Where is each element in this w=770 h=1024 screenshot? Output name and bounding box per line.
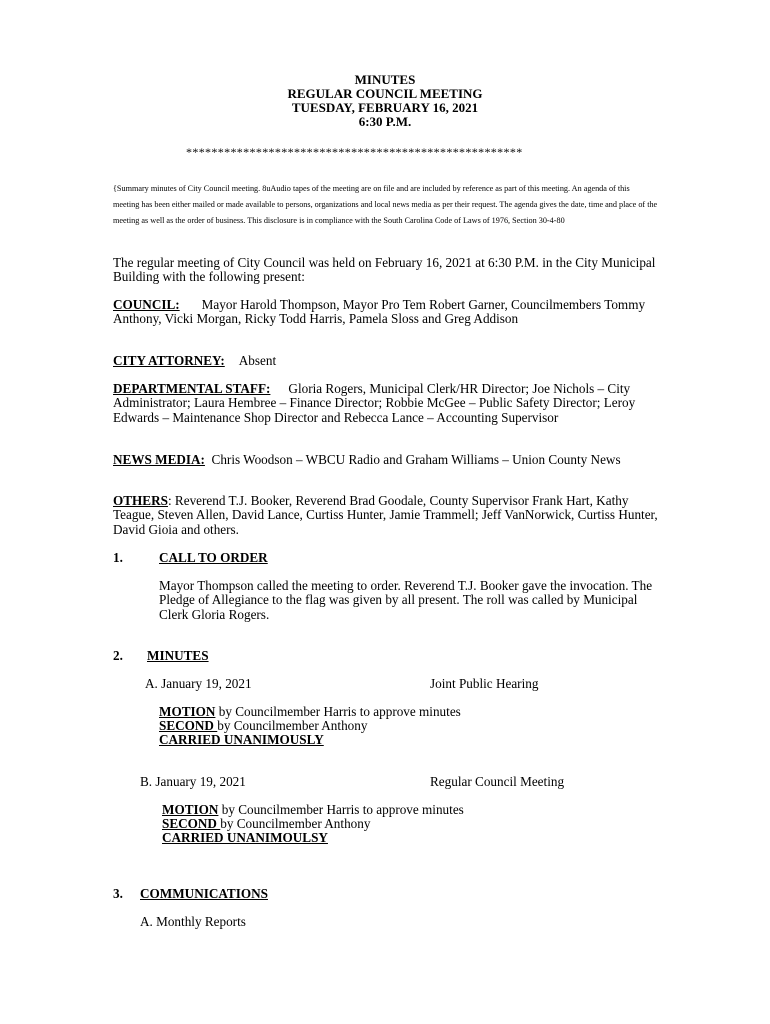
separator-line: ***************************************************** (186, 145, 523, 159)
media-text: Chris Woodson – WBCU Radio and Graham Williams – Union County News (211, 452, 621, 467)
others-label: OTHERS (113, 493, 168, 508)
staff-paragraph (113, 382, 663, 425)
minutes-item-a-motion-block (159, 705, 461, 747)
staff-text: Gloria Rogers, Municipal Clerk/HR Director; Joe Nichols – City Administrator; Laura Hembree – Finance Director; Robbie McGee – Public Safety Director; Leroy Edwards – Maintenance Shop Director and Rebecca Lance – Accounting Supervisor (113, 381, 636, 425)
second-line (162, 817, 464, 831)
second-label: SECOND (162, 816, 221, 831)
media-paragraph (113, 453, 663, 467)
minutes-item-b-date: B. January 19, 2021 (140, 774, 246, 789)
minutes-item-b-motion-block (162, 803, 464, 845)
summary-note: {Summary minutes of City Council meeting. 8uAudio tapes of the meeting are on file and are included by reference as part of this meeting. An agenda of this meeting has been either mailed or made available to persons, organizations and local news media as per their request. The agenda gives the date, time and place of the meeting as well as the order of business. This disclosure is in compliance with the South Carolina Code of Laws of 1976, Section 30-4-80 (113, 184, 658, 225)
council-label: COUNCIL: (113, 297, 180, 312)
section1-body: Mayor Thompson called the meeting to order. Reverend T.J. Booker gave the invocation. The Pledge of Allegiance to the flag was given by all present. The roll was called by Municipal Clerk Gloria Rogers. (159, 578, 653, 622)
header-time: 6:30 P.M. (358, 114, 412, 129)
motion-label: MOTION (159, 704, 216, 719)
attorney-label: CITY ATTORNEY: (113, 353, 225, 368)
motion-text: by Councilmember Harris to approve minutes (218, 802, 464, 817)
second-text: by Councilmember Anthony (217, 718, 368, 733)
minutes-item-a-type: Joint Public Hearing (430, 676, 539, 691)
media-label: NEWS MEDIA: (113, 452, 205, 467)
minutes-item-a-date: A. January 19, 2021 (145, 676, 252, 691)
section2-number: 2. (113, 648, 123, 663)
second-label: SECOND (159, 718, 218, 733)
section1-title: CALL TO ORDER (159, 550, 268, 565)
motion-text: by Councilmember Harris to approve minutes (215, 704, 461, 719)
motion-line (159, 705, 461, 719)
section1-number: 1. (113, 550, 123, 565)
motion-label: MOTION (162, 802, 219, 817)
header-title: MINUTES (354, 72, 416, 87)
others-paragraph (113, 494, 663, 537)
minutes-item-b-type: Regular Council Meeting (430, 774, 565, 789)
header-meeting-type: REGULAR COUNCIL MEETING (287, 86, 483, 101)
attorney-paragraph (113, 354, 663, 368)
carried-label: CARRIED UNANIMOULSY (162, 830, 328, 845)
council-text: Mayor Harold Thompson, Mayor Pro Tem Robert Garner, Councilmembers Tommy Anthony, Vicki Morgan, Ricky Todd Harris, Pamela Sloss and Greg Addison (113, 297, 646, 327)
intro-paragraph: The regular meeting of City Council was held on February 16, 2021 at 6:30 P.M. in the City Municipal Building with the following present: (113, 255, 656, 285)
section2-title: MINUTES (147, 648, 209, 663)
staff-label: DEPARTMENTAL STAFF: (113, 381, 271, 396)
header-date: TUESDAY, FEBRUARY 16, 2021 (291, 100, 479, 115)
second-text: by Councilmember Anthony (220, 816, 371, 831)
others-text: : Reverend T.J. Booker, Reverend Brad Goodale, County Supervisor Frank Hart, Kathy Teague, Steven Allen, David Lance, Curtiss Hunter, Jamie Trammell; Jeff VanNorwick, Curtiss Hunter, David Gioia and others. (113, 493, 658, 537)
section3-title: COMMUNICATIONS (140, 886, 268, 901)
attorney-text: Absent (238, 353, 277, 368)
communications-item-a: A. Monthly Reports (140, 914, 246, 929)
second-line (159, 719, 461, 733)
carried-label: CARRIED UNANIMOUSLY (159, 732, 324, 747)
motion-line (162, 803, 464, 817)
section3-number: 3. (113, 886, 123, 901)
council-paragraph (113, 298, 663, 327)
